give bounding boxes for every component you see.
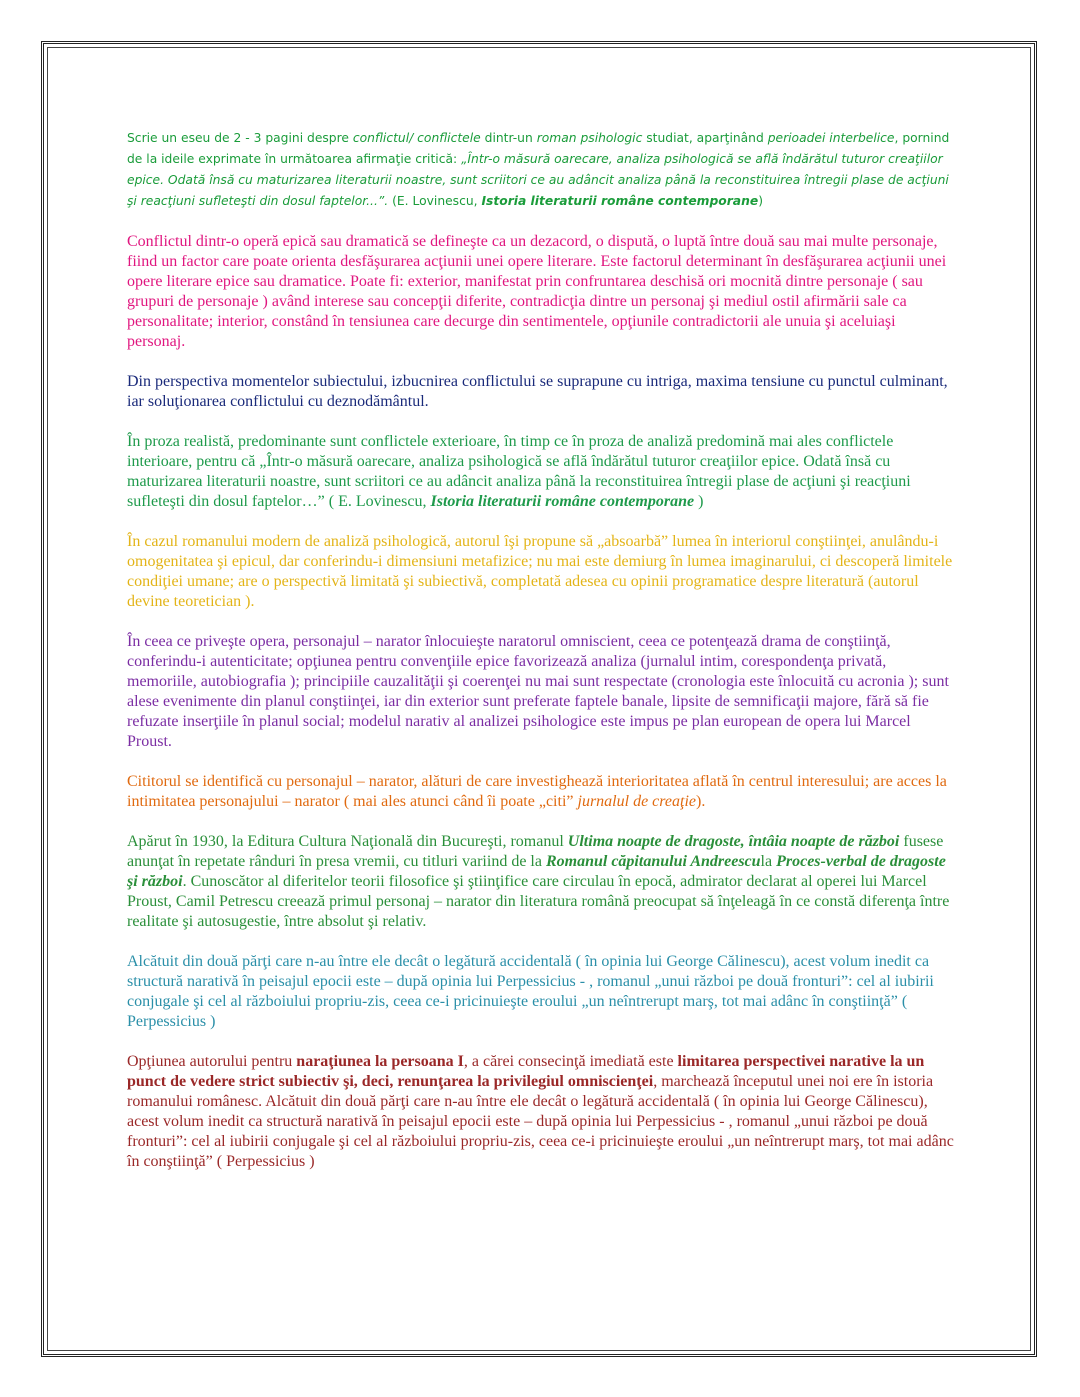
paragraph-narrator: În ceea ce priveşte opera, personajul – narator înlocuieşte naratorul omniscient, ceea ce potenţează drama de conştiinţă, conferindu-i autenticitate; opţiunea pentru convenţiile epice favorizează analiza (jurnalul intim, corespondenţa privată, memoriile, autobiografia ); principiile cauzalităţii şi coerenţei nu mai sunt respectate (cronologia este înlocuită cu acronia ); sunt alese evenimente din planul conştiinţei, iar din exterior sunt preferate faptele banale, lipsite de semnificaţii majore, fără să fie refuzate inserţiile în planul social; modelul narativ al analizei psihologice este impus pe plan european de opera lui Marcel Proust. xyxy=(127,633,949,750)
novel-title: Ultima noapte de dragoste, întâia noapte de război xyxy=(567,833,900,850)
paragraph-text: , marchează începutul unei noi ere în istoria romanului românesc. Alcătuit din două părţi care n-au între ele decât o legătură accidentală ( în opinia lui George Călinescu), acest volum inedit ca structură narativă în peisajul epocii este – după opinia lui Perpessicius - , romanul „unui război pe două fronturi”: cel al iubirii conjugale şi cel al războiului propriu-zis, ceea ce-i pricinuieşte eroului „un neîntrerupt marş, tot mai adânc în conştiinţă” ( Perpessicius ) xyxy=(127,1073,954,1170)
prompt-text: (E. Lovinescu, xyxy=(388,194,482,208)
prompt-italic: perioadei interbelice xyxy=(767,131,895,145)
prompt-text: , pornind de la ideile exprimate în următoarea afirmaţie critică: xyxy=(127,131,950,166)
prompt-book-title: Istoria literaturii române contemporane xyxy=(481,194,759,208)
paragraph-structure: Alcătuit din două părţi care n-au între ele decât o legătură accidentală ( în opinia lui George Călinescu), acest volum inedit ca structură narativă în peisajul epocii este – după opinia lui Perpessicius - , romanul „unui război pe două fronturi”: cel al iubirii conjugale şi cel al războiului propriu-zis, ceea ce-i pricinuieşte eroului „un neîntrerupt marş, tot mai adânc în conştiinţă” ( Perpessicius ) xyxy=(127,953,934,1030)
essay-prompt xyxy=(127,128,957,212)
document-body xyxy=(127,128,957,1192)
paragraph-text: , a cărei consecinţă imediată este xyxy=(463,1053,678,1070)
paragraph-text: . Cunoscător al diferitelor teorii filosofice şi ştiinţifice care circulau în epocă, admirator declarat al operei lui Marcel Proust, Camil Petrescu creează primul personaj – narator din literatura română preocupat să înţeleagă în ce constă diferenţa între realitate şi autosugestie, între absolut şi relativ. xyxy=(127,873,950,930)
book-title: Istoria literaturii române contemporane xyxy=(430,493,695,510)
prompt-italic: roman psihologic xyxy=(536,131,643,145)
bold-phrase: limitarea perspectivei narative la un punct de vedere strict subiectiv şi, deci, renunţarea la privilegiul omniscienţei xyxy=(127,1053,925,1090)
paragraph-subject-moments: Din perspectiva momentelor subiectului, izbucnirea conflictului se suprapune cu intriga, maxima tensiune cu punctul culminant, iar soluţionarea conflictului cu deznodământul. xyxy=(127,373,948,410)
paragraph-novel-publication xyxy=(127,832,957,932)
italic-phrase: jurnalul de creaţie xyxy=(577,793,696,810)
prompt-text: Scrie un eseu de 2 - 3 pagini despre xyxy=(127,131,353,145)
paragraph-text: ). xyxy=(696,793,706,810)
prompt-text: dintr-un xyxy=(480,131,537,145)
bold-phrase: naraţiunea la persoana I xyxy=(296,1053,464,1070)
prompt-text: studiat, aparţinând xyxy=(642,131,768,145)
paragraph-realist-prose xyxy=(127,432,957,512)
paragraph-text: Opţiunea autorului pentru xyxy=(127,1053,297,1070)
paragraph-modern-novel: În cazul romanului modern de analiză psihologică, autorul îşi propune să „absoarbă” lumea în interiorul conştiinţei, anulându-i omogenitatea şi epicul, dar conferindu-i dimensiuni metafizice; nu mai este demiurg în lumea imaginarului, ci descoperă limitele condiţiei umane; are o perspectivă limitată şi subiectivă, completată adesea cu opinii programatice despre literatură (autorul devine teoretician ). xyxy=(127,533,953,610)
paragraph-text: Cititorul se identifică cu personajul – narator, alături de care investighează interioritatea aflată în centrul interesului; are acces la intimitatea personajului – narator ( mai ales atunci când îi poate „citi” xyxy=(127,773,947,810)
prompt-text: ) xyxy=(758,194,764,208)
paragraph-text: În proza realistă, predominante sunt conflictele exterioare, în timp ce în proza de analiză predomină mai ales conflictele interioare, pentru că „Într-o măsură oarecare, analiza psihologică se află îndărătul tuturor creaţiilor epice. Odată însă cu maturizarea literaturii noastre, sunt scriitori ce au adâncit analiza până la reconstituirea întregii plase de acţiuni şi reacţiuni sufleteşti din dosul faptelor…” ( E. Lovinescu, xyxy=(127,433,911,510)
prompt-quote: „Într-o măsură oarecare, analiza psihologică se află îndărătul tuturor creaţiilor epice. Odată însă cu maturizarea literaturii noastre, sunt scriitori ce au adâncit analiza până la reconstituirea întregii plase de acţiuni şi reacţiuni sufleteşti din dosul faptelor...”. xyxy=(127,152,949,208)
novel-title: Romanul căpitanului Andreescu xyxy=(545,853,761,870)
novel-title: Proces-verbal de dragoste şi război xyxy=(127,853,946,890)
paragraph-conflict-definition: Conflictul dintr-o operă epică sau dramatică se defineşte ca un dezacord, o dispută, o luptă între două sau mai multe personaje, fiind un factor care poate orienta desfăşurarea acţiunii unei opere literare. Este factorul determinant în desfăşurarea acţiunii unei opere literare epice sau dramatice. Poate fi: exterior, manifestat prin confruntarea deschisă ori mocnită dintre personaje ( sau grupuri de personaje ) având interese sau concepţii diferite, contradicţia dintre un personaj şi mediul ostil afirmării sale ca personalitate; interior, constând în tensiunea care decurge din sentimentele, opţiunile contradictorii ale unuia şi aceluiaşi personaj. xyxy=(127,233,947,350)
paragraph-first-person xyxy=(127,1052,957,1172)
prompt-italic: conflictul/ conflictele xyxy=(352,131,481,145)
paragraph-text: Apărut în 1930, la Editura Cultura Naţională din Bucureşti, romanul xyxy=(127,833,568,850)
paragraph-text: la xyxy=(760,853,777,870)
paragraph-reader xyxy=(127,772,957,812)
paragraph-text: fusese anunţat în repetate rânduri în presa vremii, cu titluri variind de la xyxy=(127,833,944,870)
paragraph-text: ) xyxy=(694,493,704,510)
